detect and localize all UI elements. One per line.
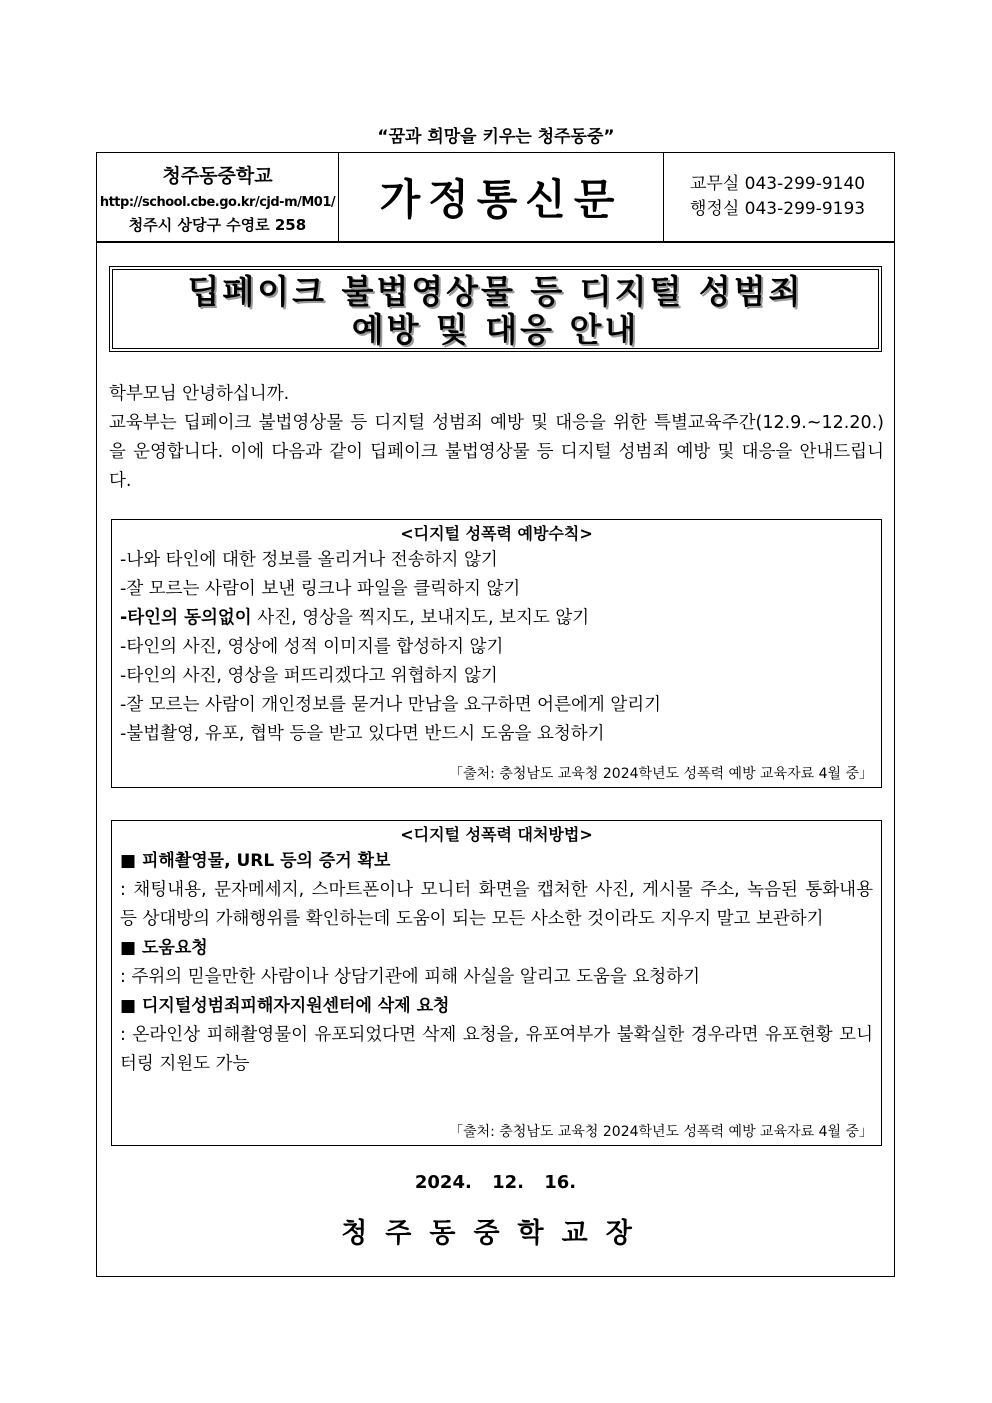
response-section-heading: ■ 피해촬영물, URL 등의 증거 확보 <box>120 851 391 871</box>
principal-signature: 청주동중학교장 <box>341 1218 650 1249</box>
response-section-heading: ■ 디지털성범죄피해자지원센터에 삭제 요청 <box>120 996 450 1016</box>
school-info <box>97 153 339 241</box>
contact-info <box>664 153 894 241</box>
contact-admin-office: 행정실 043-299-9193 <box>690 199 866 219</box>
school-address: 청주시 상당구 수영로 258 <box>128 216 307 234</box>
prevention-rule: -불법촬영, 유포, 협박 등을 받고 있다면 반드시 도움을 요청하기 <box>120 724 605 744</box>
prevention-rule: -잘 모르는 사람이 개인정보를 묻거나 만남을 요구하면 어른에게 알리기 <box>120 695 662 715</box>
school-motto: “꿈과 희망을 키우는 청주동중” <box>377 127 615 147</box>
school-name: 청주동중학교 <box>162 165 273 187</box>
headline-line-1: 딥페이크 불법영상물 등 디지털 성범죄 <box>187 272 804 311</box>
intro-text <box>109 380 884 496</box>
prevention-source: 「출처: 충청남도 교육청 2024학년도 성폭력 예방 교육자료 4월 중」 <box>449 766 873 782</box>
school-url[interactable]: http://school.cbe.go.kr/cjd-m/M01/ <box>99 195 336 210</box>
headline-line-2: 예방 및 대응 안내 <box>351 310 640 349</box>
response-section-body: : 채팅내용, 문자메세지, 스마트폰이나 모니터 화면을 캡처한 사진, 게시물 주소, 녹음된 통화내용 등 상대방의 가해행위를 확인하는데 도움이 되는 모든 사소한 것이라도 지우지 말고 보관하기 <box>120 880 873 929</box>
document-title: 가정통신문 <box>339 153 664 241</box>
issue-date: 2024. 12. 16. <box>414 1172 577 1193</box>
response-section-body: : 주위의 믿을만한 사람이나 상담기관에 피해 사실을 알리고 도움을 요청하기 <box>120 967 701 987</box>
headline-banner <box>109 266 882 352</box>
intro-body: 교육부는 딥페이크 불법영상물 등 디지털 성범죄 예방 및 대응을 위한 특별교육주간(12.9.~12.20.)을 운영합니다. 이에 다음과 같이 딥페이크 불법영상물 등 디지털 성범죄 예방 및 대응을 안내드립니다. <box>109 413 884 491</box>
prevention-rule: -타인의 사진, 영상을 퍼뜨리겠다고 위협하지 않기 <box>120 666 498 686</box>
greeting: 학부모님 안녕하십니까. <box>109 384 290 404</box>
prevention-rules-box <box>111 519 882 788</box>
prevention-rule: -나와 타인에 대한 정보를 올리거나 전송하지 않기 <box>120 550 498 570</box>
prevention-title: <디지털 성폭력 예방수칙> <box>400 524 593 543</box>
prevention-rule: -타인의 동의없이 사진, 영상을 찍지도, 보내지도, 보지도 않기 <box>120 608 590 628</box>
contact-academic-office: 교무실 043-299-9140 <box>690 174 866 194</box>
header <box>97 153 894 243</box>
response-source: 「출처: 충청남도 교육청 2024학년도 성폭력 예방 교육자료 4월 중」 <box>449 1124 873 1140</box>
response-title: <디지털 성폭력 대처방법> <box>400 825 593 844</box>
prevention-rule: -타인의 사진, 영상에 성적 이미지를 합성하지 않기 <box>120 637 504 657</box>
response-section-heading: ■ 도움요청 <box>120 938 208 958</box>
response-section-body: : 온라인상 피해촬영물이 유포되었다면 삭제 요청을, 유포여부가 불확실한 경우라면 유포현황 모니터링 지원도 가능 <box>120 1025 873 1074</box>
prevention-rule: -잘 모르는 사람이 보낸 링크나 파일을 클릭하지 않기 <box>120 579 521 599</box>
newsletter-frame <box>96 152 895 1277</box>
response-methods-box <box>111 820 882 1146</box>
